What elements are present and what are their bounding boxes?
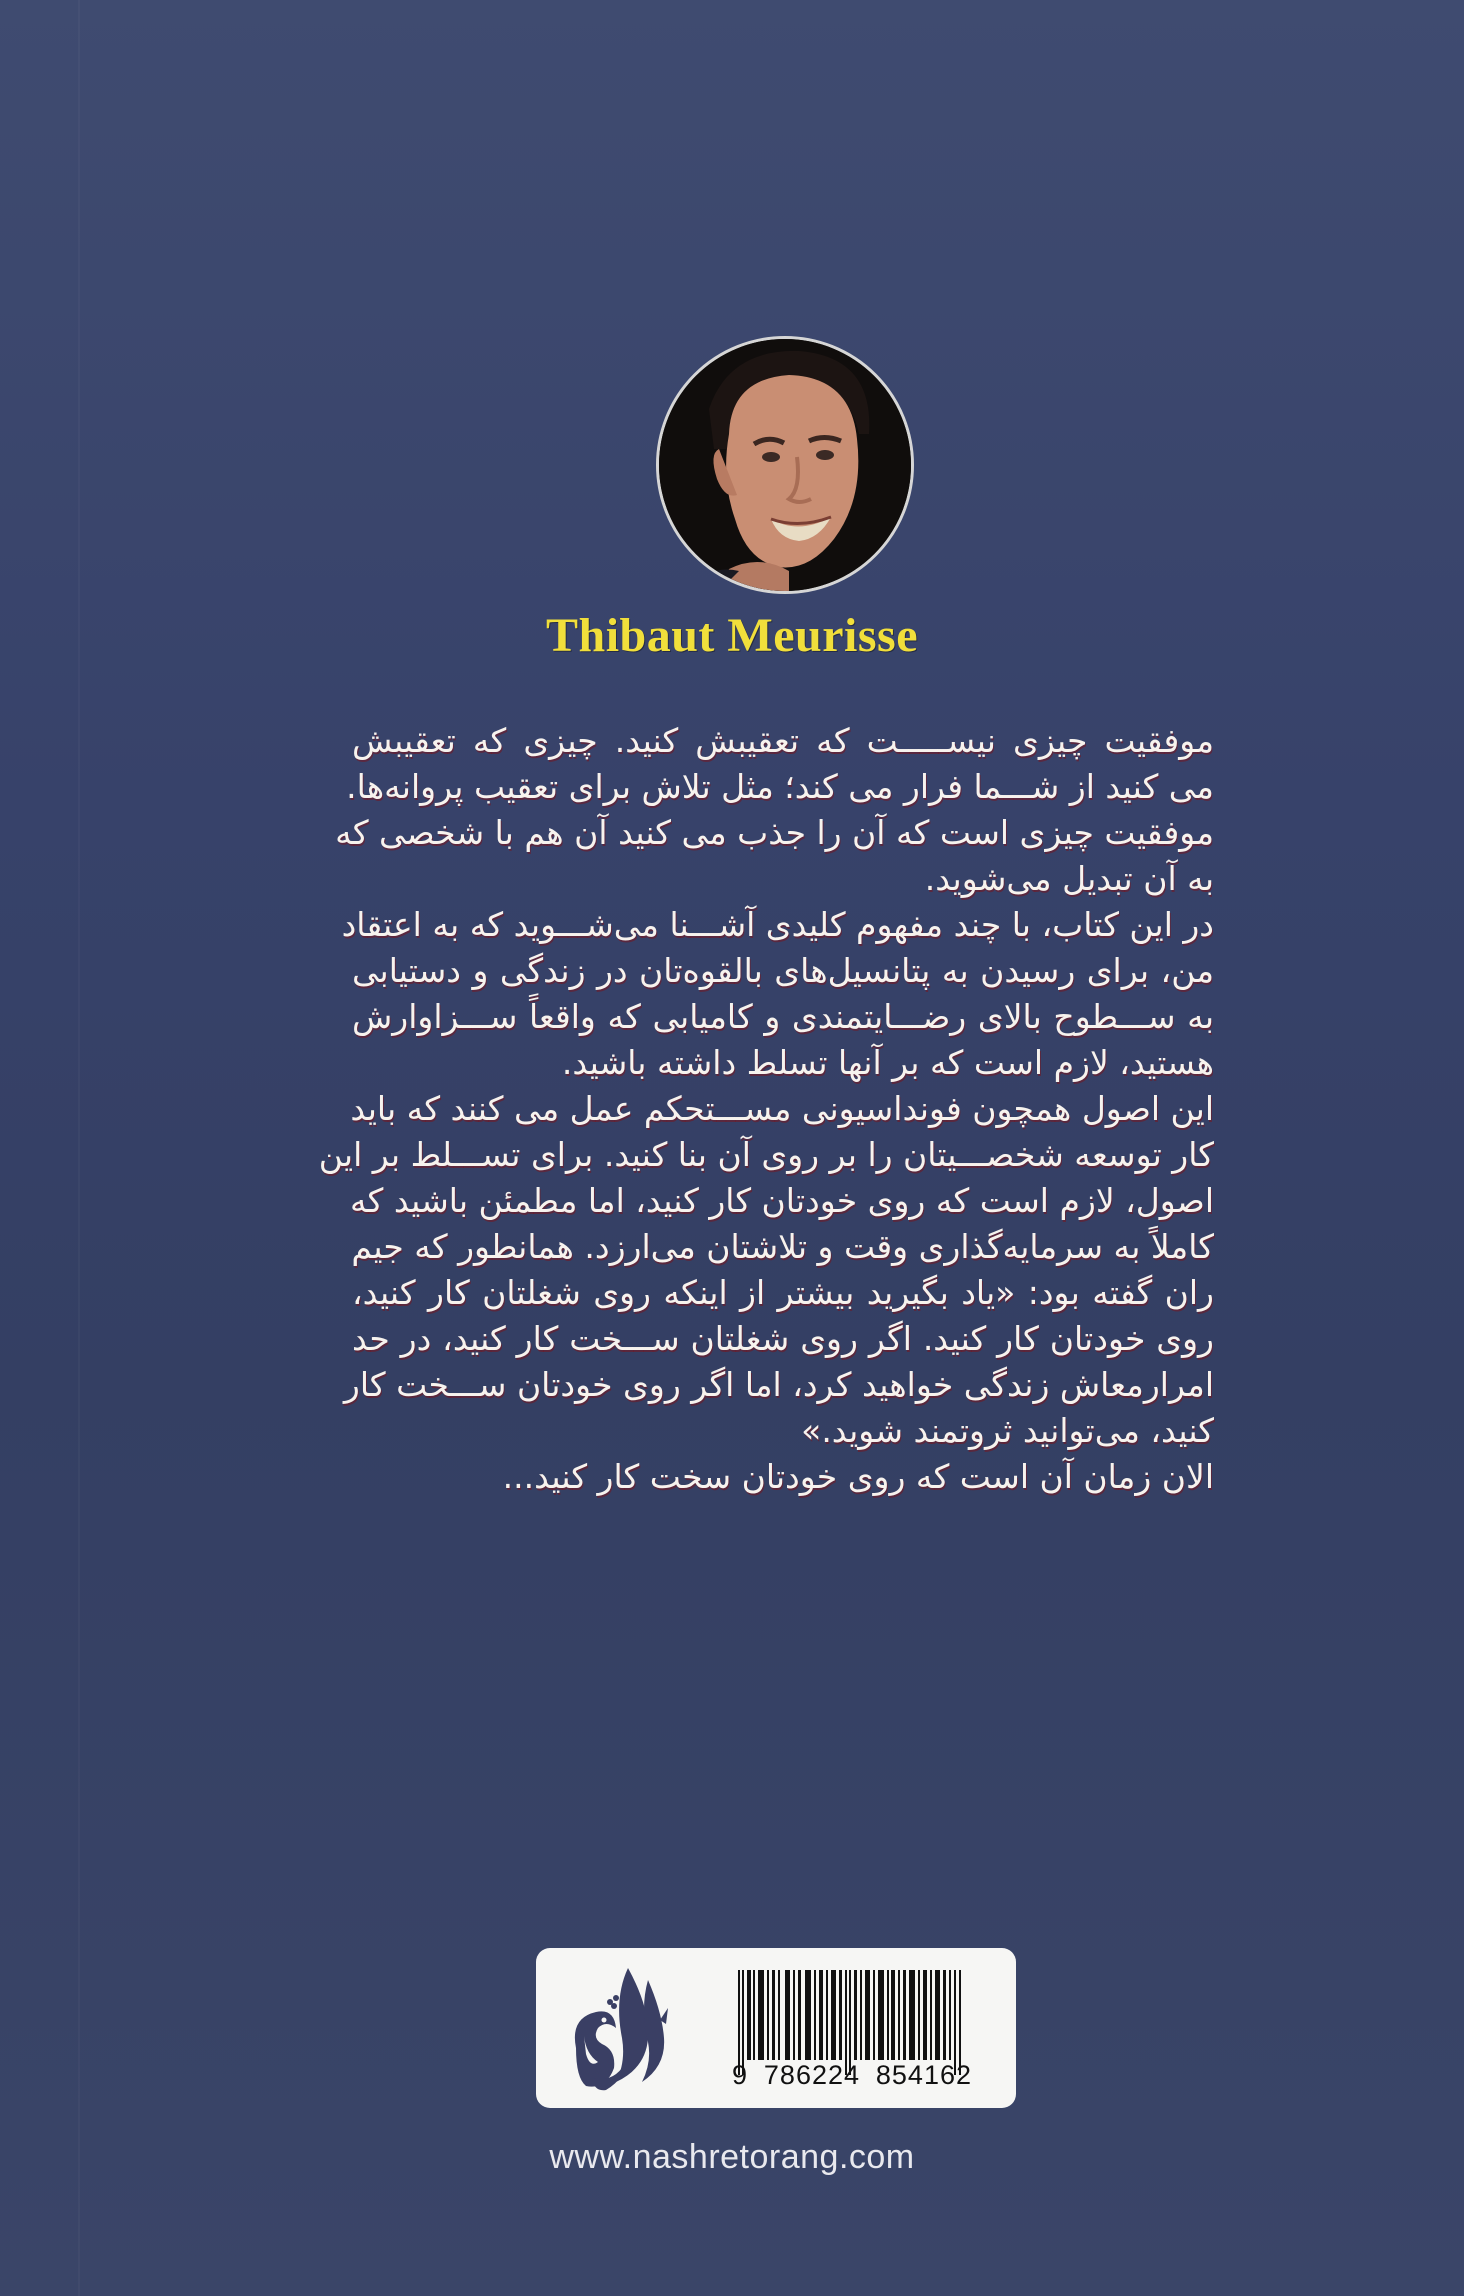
isbn-digits <box>732 2060 972 2091</box>
isbn-group-1: 786224 <box>763 2060 861 2090</box>
isbn-group-2: 854162 <box>875 2060 972 2090</box>
blurb-line: کار توسعه شخصـــیتان را بر روی آن بنا کنید. برای تســـلط بر این <box>318 1135 1214 1174</box>
blurb-line: ران گفته بود: «یاد بگیرید بیشتر از اینکه روی شغلتان کار کنید، <box>352 1273 1214 1312</box>
publisher-website: www.nashretorang.com <box>549 2138 915 2176</box>
author-photo <box>656 336 914 594</box>
blurb-line: روی خودتان کار کنید. اگر روی شغلتان ســـخت کار کنید، در حد <box>352 1319 1214 1358</box>
blurb-line: در این کتاب، با چند مفهوم کلیدی آشـــنا می‌شـــوید که به اعتقاد <box>341 905 1214 944</box>
blurb-line: موفقیت چیزی است که آن را جذب می کنید آن هم با شخصی که <box>335 813 1214 852</box>
blurb-text <box>318 718 1214 1500</box>
isbn-prefix: 9 <box>732 2060 749 2090</box>
cover-crease <box>78 0 80 2296</box>
blurb-line: امرارمعاش زندگی خواهید کرد، اما اگر روی خودتان ســـخت کار <box>343 1365 1214 1404</box>
blurb-line: می کنید از شـــما فرار می کند؛ مثل تلاش برای تعقیب پروانه‌ها. <box>346 767 1214 806</box>
blurb-line: اصول، لازم است که روی خودتان کار کنید، اما مطمئن باشید که <box>349 1181 1214 1220</box>
blurb-line: به آن تبدیل می‌شوید. <box>924 859 1214 898</box>
author-name: Thibaut Meurisse <box>545 609 919 662</box>
blurb-line: موفقیت چیزی نیســـــت که تعقیبش کنید. چیزی که تعقیبش <box>352 721 1214 760</box>
blurb-line: هستید، لازم است که بر آنها تسلط داشته باشید. <box>561 1043 1214 1082</box>
author-portrait-icon <box>659 339 911 591</box>
blurb-line: این اصول همچون فونداسیونی مســـتحکم عمل می کنند که باید <box>350 1089 1214 1128</box>
blurb-line: کنید، می‌توانید ثروتمند شوید.» <box>801 1411 1214 1450</box>
blurb-line: من، برای رسیدن به پتانسیل‌های بالقوه‌تان در زندگی و دستیابی <box>352 951 1214 990</box>
blurb-line: به ســـطوح بالای رضـــایتمندی و کامیابی که واقعاً ســـزاوارش <box>352 997 1214 1036</box>
blurb-line: الان زمان آن است که روی خودتان سخت کار کنید... <box>502 1457 1214 1496</box>
peacock-logo-icon <box>556 1958 676 2098</box>
isbn-panel <box>536 1948 1016 2108</box>
blurb-line: کاملاً به سرمایه‌گذاری وقت و تلاشتان می‌ارزد. همانطور که جیم <box>351 1227 1214 1266</box>
